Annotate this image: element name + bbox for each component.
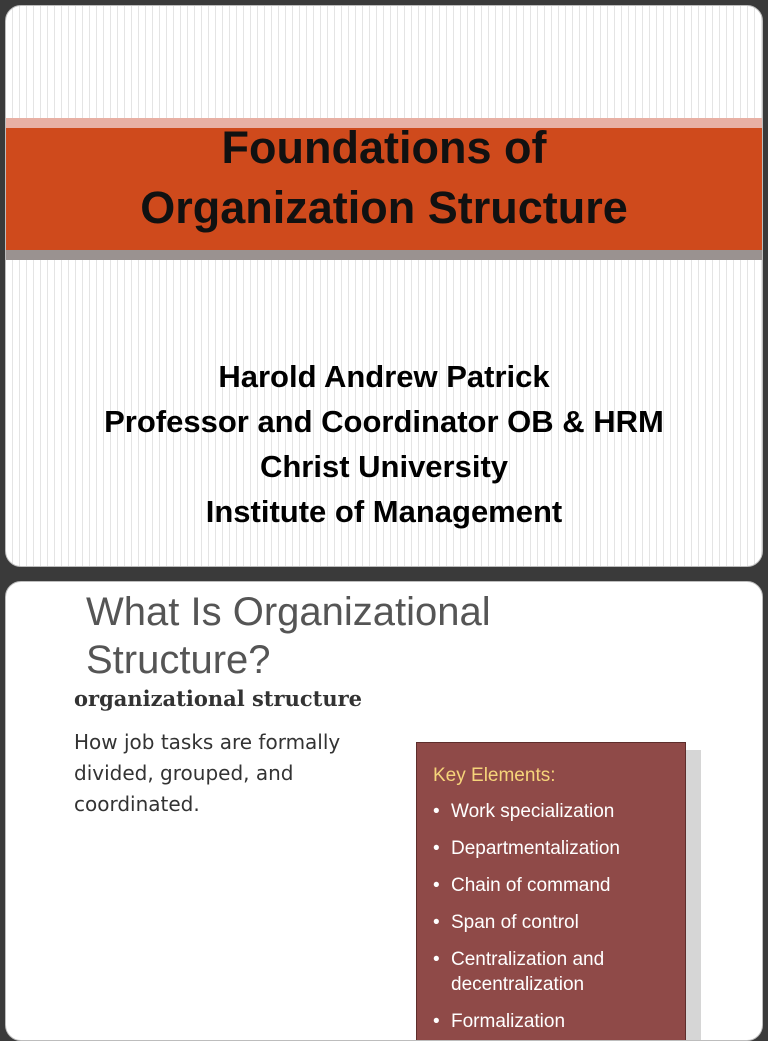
list-item xyxy=(433,799,675,824)
bullet-icon: • xyxy=(433,875,440,896)
bullet-icon: • xyxy=(433,912,440,933)
list-item xyxy=(433,910,675,935)
bullet-icon: • xyxy=(433,1011,440,1032)
slide-heading-line: Structure? xyxy=(86,638,271,682)
list-item-label: Centralization and decentralization xyxy=(451,949,605,995)
author-name: Harold Andrew Patrick xyxy=(218,359,550,394)
author-university: Christ University xyxy=(259,449,509,484)
list-item-label: Departmentalization xyxy=(451,838,620,859)
list-item xyxy=(433,873,675,898)
title-band-bottom-stripe xyxy=(6,250,762,260)
list-item xyxy=(433,947,675,997)
term-definition: How job tasks are formally divided, grouped, and coordinated. xyxy=(74,730,341,816)
list-item-label: Work specialization xyxy=(451,801,615,822)
key-elements-list xyxy=(433,799,675,1041)
defined-term: organizational structure xyxy=(74,686,363,711)
author-block xyxy=(6,354,762,534)
list-item-label: Chain of command xyxy=(451,875,611,896)
title-slide[interactable] xyxy=(5,5,763,567)
list-item xyxy=(433,836,675,861)
content-slide[interactable] xyxy=(5,581,763,1041)
slide-title-line: Organization Structure xyxy=(140,182,628,233)
bullet-icon: • xyxy=(433,801,440,822)
slide-title xyxy=(6,118,762,238)
bullet-icon: • xyxy=(433,949,440,970)
slide-title-line: Foundations of xyxy=(221,122,547,173)
list-item xyxy=(433,1009,675,1034)
key-elements-box xyxy=(416,742,686,1041)
slide-heading-line: What Is Organizational xyxy=(86,590,491,634)
list-item-label: Formalization xyxy=(451,1011,566,1032)
key-elements-heading: Key Elements: xyxy=(433,765,556,786)
list-item-label: Span of control xyxy=(451,912,579,933)
slide-heading xyxy=(86,588,606,684)
bullet-icon: • xyxy=(433,838,440,859)
author-institute: Institute of Management xyxy=(205,494,563,529)
author-role: Professor and Coordinator OB & HRM xyxy=(104,404,664,439)
